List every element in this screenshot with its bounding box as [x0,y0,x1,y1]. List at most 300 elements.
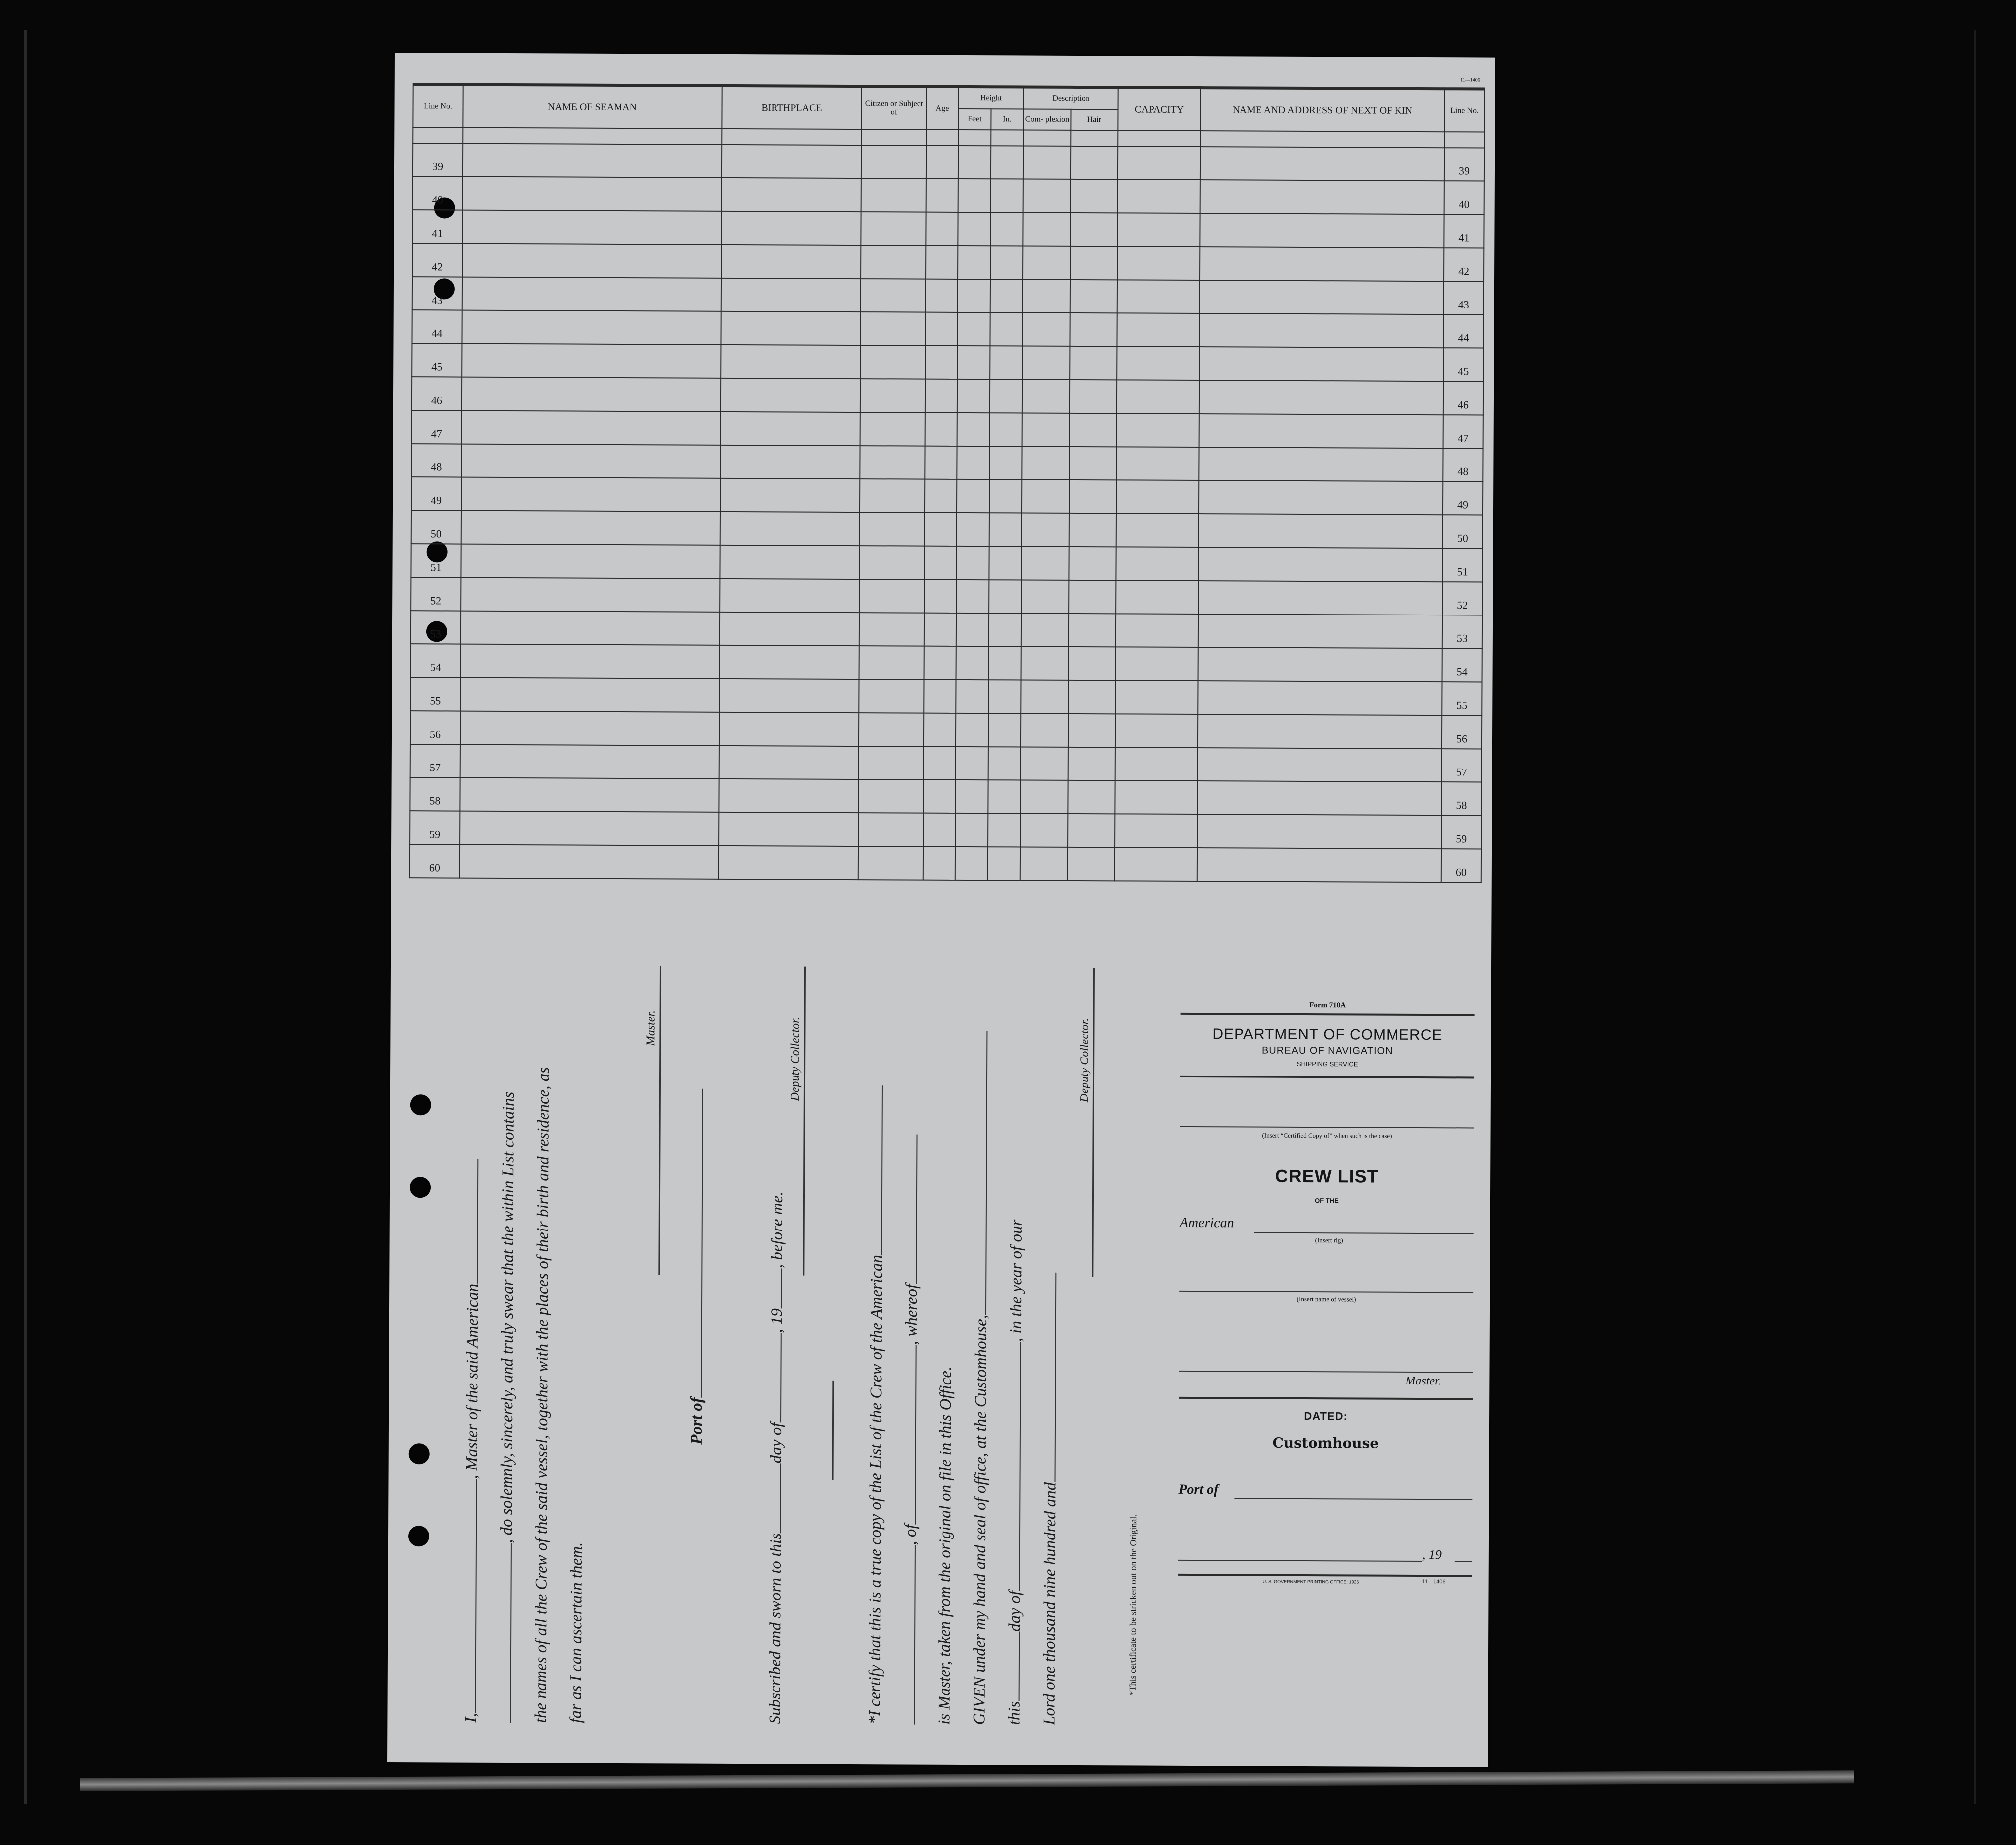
blank-sworn-month[interactable] [770,1333,782,1423]
entry-cell[interactable] [989,646,1021,680]
blank-sworn-day[interactable] [769,1463,781,1533]
entry-cell[interactable] [924,580,956,613]
header-age: Age [926,87,958,130]
shipping-service: SHIPPING SERVICE [1296,1060,1358,1068]
entry-cell[interactable] [462,344,721,378]
entry-cell[interactable] [858,779,923,813]
entry-cell[interactable] [956,613,989,646]
ledger-rows [410,127,1485,882]
film-edge-left [24,30,27,1804]
entry-cell[interactable] [926,179,958,212]
entry-cell[interactable] [1068,714,1115,747]
entry-cell[interactable] [988,680,1021,713]
entry-cell[interactable] [958,146,991,179]
entry-cell[interactable] [1069,480,1116,513]
entry-cell[interactable] [859,646,924,680]
entry-cell[interactable] [958,179,991,212]
entry-cell[interactable] [1021,613,1069,646]
entry-cell[interactable] [461,611,720,645]
entry-cell[interactable] [721,311,860,345]
entry-cell[interactable] [720,478,860,512]
entry-cell[interactable] [859,713,924,747]
entry-cell[interactable] [923,847,955,880]
port-line[interactable] [1234,1497,1472,1500]
blank-certify-port[interactable] [904,1345,917,1524]
entry-cell[interactable] [1115,780,1197,814]
entry-cell[interactable] [462,277,721,311]
blank-given-month[interactable] [1008,1342,1021,1591]
ledger-cell [1023,130,1071,146]
entry-cell[interactable] [719,679,859,713]
entry-cell[interactable] [957,312,990,346]
this-day-line: thisday of, in the year of our [1005,1219,1026,1725]
entry-cell[interactable] [925,346,957,379]
entry-cell[interactable] [1200,180,1444,214]
entry-cell[interactable] [988,847,1020,880]
entry-cell[interactable] [722,178,861,212]
entry-cell[interactable] [1021,646,1069,680]
line-number-left: 44 [412,310,462,343]
entry-cell[interactable] [988,713,1021,747]
entry-cell[interactable] [721,378,860,412]
entry-cell[interactable] [924,546,956,580]
master-label: Master. [1405,1374,1441,1388]
entry-cell[interactable] [926,279,958,312]
entry-cell[interactable] [720,645,859,679]
of-the: OF THE [1315,1197,1339,1205]
date-line[interactable] [1178,1559,1422,1562]
entry-cell[interactable] [719,746,859,779]
entry-cell[interactable] [956,680,988,713]
entry-cell[interactable] [1068,747,1115,780]
entry-cell[interactable] [988,780,1020,813]
entry-cell[interactable] [720,445,860,479]
line-number-left: 50 [411,510,461,544]
entry-cell[interactable] [1199,347,1443,381]
entry-cell[interactable] [1199,414,1443,448]
entry-cell[interactable] [1115,847,1197,881]
entry-cell[interactable] [721,245,861,279]
deputy-collector-signature-line-1[interactable] [803,967,806,1276]
line-number-left: 49 [411,477,461,510]
entry-cell[interactable] [1071,146,1118,179]
table-row [412,243,1484,281]
entry-cell[interactable] [861,145,926,179]
oath-rotated-text [407,970,1168,1726]
entry-cell[interactable] [1115,814,1197,848]
line-number-left: 48 [411,444,461,477]
entry-cell[interactable] [720,579,859,613]
year-label: , 19 [1422,1547,1442,1562]
entry-cell[interactable] [1115,747,1198,781]
entry-cell[interactable] [1070,313,1117,346]
entry-cell[interactable] [924,680,956,713]
entry-cell[interactable] [1071,179,1118,213]
entry-cell[interactable] [1023,179,1071,213]
entry-cell[interactable] [1069,580,1116,614]
entry-cell[interactable] [955,847,988,880]
entry-cell[interactable] [1200,147,1444,181]
port-of-label: Port of [1178,1481,1219,1498]
blank-given-year[interactable] [1043,1273,1056,1482]
entry-cell[interactable] [956,580,989,613]
entry-cell[interactable] [1023,280,1070,313]
crew-list-form-sheet [387,53,1495,1767]
entry-cell[interactable] [860,345,925,379]
deputy-collector-signature-line-2[interactable] [1092,968,1095,1277]
entry-cell[interactable] [1197,781,1441,815]
entry-cell[interactable] [990,413,1022,446]
entry-cell[interactable] [958,279,990,312]
entry-cell[interactable] [1115,680,1198,714]
department-title: DEPARTMENT OF COMMERCE [1212,1026,1443,1044]
entry-cell[interactable] [989,513,1022,546]
entry-cell[interactable] [460,811,719,846]
entry-cell[interactable] [1022,479,1069,513]
entry-cell[interactable] [925,379,957,413]
entry-cell[interactable] [1069,447,1116,480]
entry-cell[interactable] [462,411,721,445]
entry-cell[interactable] [1069,647,1116,680]
ledger-cell [958,130,991,146]
entry-cell[interactable] [1200,280,1444,314]
entry-cell[interactable] [1118,146,1200,180]
blank-port[interactable] [690,1088,703,1397]
entry-cell[interactable] [859,613,924,646]
blank-customhouse[interactable] [974,1031,987,1315]
entry-cell[interactable] [957,446,989,479]
entry-cell[interactable] [1197,814,1441,849]
entry-cell[interactable] [858,846,923,880]
entry-cell[interactable] [1198,614,1442,648]
entry-cell[interactable] [957,379,990,413]
entry-cell[interactable] [1116,513,1199,547]
entry-cell[interactable] [860,479,925,513]
entry-cell[interactable] [958,246,990,279]
entry-cell[interactable] [990,246,1023,279]
entry-cell[interactable] [923,780,955,813]
entry-cell[interactable] [860,446,925,479]
entry-cell[interactable] [1117,380,1199,414]
entry-cell[interactable] [1117,280,1200,313]
entry-cell[interactable] [719,812,858,846]
entry-cell[interactable] [1115,714,1198,748]
master-line[interactable] [1179,1370,1473,1373]
entry-cell[interactable] [1116,447,1199,480]
entry-cell[interactable] [462,210,721,245]
entry-cell[interactable] [990,212,1023,246]
entry-cell[interactable] [1117,413,1199,447]
blank-certify-rig[interactable] [870,1085,882,1255]
line-number-left: 60 [410,844,460,878]
entry-cell[interactable] [958,212,990,246]
year-line[interactable] [1455,1560,1472,1562]
blank-sworn-year[interactable] [770,1268,782,1308]
entry-cell[interactable] [460,778,719,812]
crew-list-title: CREW LIST [1275,1165,1379,1187]
form-code-bottom: 11—1406 [1422,1579,1446,1585]
entry-cell[interactable] [1020,847,1068,880]
insert-rig-caption: (Insert rig) [1315,1236,1343,1244]
entry-cell[interactable] [722,145,861,178]
entry-cell[interactable] [1198,581,1442,615]
entry-cell[interactable] [861,212,926,246]
entry-cell[interactable] [1021,546,1069,580]
entry-cell[interactable] [989,580,1021,613]
entry-cell[interactable] [990,312,1022,346]
deputy-collector-caption-2: Deputy Collector. [1078,1018,1091,1103]
entry-cell[interactable] [989,479,1022,513]
entry-cell[interactable] [925,446,957,479]
entry-cell[interactable] [1022,513,1069,546]
entry-cell[interactable] [956,713,988,747]
entry-cell[interactable] [859,546,924,580]
entry-cell[interactable] [990,279,1023,312]
entry-cell[interactable] [957,513,989,546]
header-description: Description [1024,87,1118,110]
entry-cell[interactable] [859,679,924,713]
entry-cell[interactable] [956,646,989,680]
entry-cell[interactable] [1198,647,1442,682]
cover-panel [1178,1001,1475,1690]
entry-cell[interactable] [861,245,926,279]
entry-cell[interactable] [1022,446,1069,479]
entry-cell[interactable] [1022,346,1070,380]
line-number-left: 42 [412,243,462,277]
table-row [410,711,1482,749]
entry-cell[interactable] [1200,247,1444,281]
header-hair: Hair [1071,109,1118,130]
entry-cell[interactable] [1020,813,1068,847]
entry-cell[interactable] [1068,780,1115,814]
entry-cell[interactable] [988,813,1020,847]
entry-cell[interactable] [1070,246,1117,280]
line-number-left: 53 [411,611,461,644]
entry-cell[interactable] [1069,614,1116,647]
entry-cell[interactable] [1022,413,1070,446]
line-number-right: 54 [1442,648,1482,682]
entry-cell[interactable] [924,713,956,747]
line-number-right: 60 [1441,849,1481,882]
entry-cell[interactable] [721,278,861,312]
entry-cell[interactable] [925,513,957,546]
table-row [412,410,1483,448]
entry-cell[interactable] [1116,647,1198,681]
entry-cell[interactable] [463,177,722,211]
entry-cell[interactable] [462,377,721,412]
entry-cell[interactable] [1198,748,1442,782]
blank-master-name[interactable] [464,1479,477,1713]
entry-cell[interactable] [463,144,722,178]
header-name-of-seaman: NAME OF SEAMAN [463,85,722,129]
entry-cell[interactable] [861,279,926,312]
entry-cell[interactable] [461,578,720,612]
ledger-cell [1071,130,1118,146]
entry-cell[interactable] [955,813,988,847]
line-number-right: 59 [1441,815,1481,849]
entry-cell[interactable] [957,413,990,446]
entry-cell[interactable] [955,780,988,813]
entry-cell[interactable] [1068,814,1115,847]
blank-vessel[interactable] [499,1543,512,1723]
entry-cell[interactable] [1117,213,1200,247]
entry-cell[interactable] [1070,346,1117,380]
entry-cell[interactable] [1117,346,1199,380]
entry-cell[interactable] [956,747,988,780]
footnote: *This certificate to be stricken out on the Original. [1127,1514,1139,1696]
entry-cell[interactable] [461,477,720,512]
ledger-cell [926,130,958,146]
oath-section [407,970,1168,1726]
entry-cell[interactable] [1199,480,1443,515]
entry-cell[interactable] [990,346,1022,379]
table-row [410,744,1482,782]
vessel-name-line[interactable] [1179,1290,1473,1293]
entry-cell[interactable] [926,146,958,179]
entry-cell[interactable] [461,544,720,579]
entry-cell[interactable] [991,146,1023,179]
line-number-left: 56 [410,711,460,744]
entry-cell[interactable] [990,379,1022,413]
entry-cell[interactable] [1117,313,1199,347]
ledger-cell [463,128,722,145]
entry-cell[interactable] [462,244,721,278]
table-row [410,811,1481,849]
entry-cell[interactable] [989,613,1021,646]
entry-cell[interactable] [858,813,923,847]
entry-cell[interactable] [721,412,860,446]
entry-cell[interactable] [924,646,956,680]
line-number-right: 56 [1442,715,1482,749]
rig-line[interactable] [1254,1231,1474,1234]
entry-cell[interactable] [1116,614,1198,647]
entry-cell[interactable] [957,346,990,379]
entry-cell[interactable] [1199,447,1443,481]
entry-cell[interactable] [1021,580,1069,613]
entry-cell[interactable] [861,178,926,212]
blank-certify-master[interactable] [905,1135,917,1284]
entry-cell[interactable] [1070,380,1117,413]
bureau-title: BUREAU OF NAVIGATION [1261,1045,1393,1057]
entry-cell[interactable] [1023,246,1070,280]
entry-cell[interactable] [460,845,719,879]
film-edge-right [1974,30,1976,1804]
table-row [411,510,1483,548]
entry-cell[interactable] [1199,514,1443,548]
entry-cell[interactable] [925,312,957,346]
entry-cell[interactable] [1197,848,1441,882]
entry-cell[interactable] [1023,213,1070,246]
entry-cell[interactable] [720,612,859,646]
entry-cell[interactable] [461,644,720,679]
entry-cell[interactable] [923,813,955,847]
entry-cell[interactable] [1022,313,1070,346]
entry-cell[interactable] [1198,681,1442,715]
entry-cell[interactable] [1023,146,1071,179]
entry-cell[interactable] [719,846,858,880]
entry-cell[interactable] [1199,313,1443,348]
entry-cell[interactable] [1020,780,1068,813]
entry-cell[interactable] [1021,713,1068,747]
entry-cell[interactable] [1068,847,1115,881]
entry-cell[interactable] [860,379,925,413]
entry-cell[interactable] [925,413,957,446]
entry-cell[interactable] [1069,547,1116,580]
table-row [412,343,1483,381]
entry-cell[interactable] [989,446,1022,479]
entry-cell[interactable] [988,747,1021,780]
entry-cell[interactable] [719,779,858,813]
entry-cell[interactable] [460,678,719,712]
blank-rig[interactable] [466,1159,478,1284]
entry-cell[interactable] [461,511,720,545]
entry-cell[interactable] [1068,680,1115,714]
entry-cell[interactable] [924,747,956,780]
line-number-right: 39 [1444,148,1484,181]
entry-cell[interactable] [989,546,1021,580]
entry-cell[interactable] [1117,246,1200,280]
entry-cell[interactable] [720,512,860,546]
entry-cell[interactable] [462,310,721,345]
entry-cell[interactable] [1070,213,1117,246]
master-signature-line[interactable] [658,966,661,1275]
table-row [412,210,1484,248]
blank-given-day[interactable] [1008,1632,1020,1701]
entry-cell[interactable] [721,211,861,245]
entry-cell[interactable] [721,345,860,379]
entry-cell[interactable] [460,745,719,779]
entry-cell[interactable] [1021,680,1068,713]
entry-cell[interactable] [1118,179,1200,213]
entry-cell[interactable] [1116,547,1198,581]
entry-cell[interactable] [1116,480,1199,514]
entry-cell[interactable] [925,479,957,513]
entry-cell[interactable] [1070,280,1117,313]
entry-cell[interactable] [1021,747,1068,780]
entry-cell[interactable] [957,479,989,513]
entry-cell[interactable] [1070,413,1117,447]
entry-cell[interactable] [1200,213,1444,248]
entry-cell[interactable] [924,613,956,646]
port-of-label: Port of [688,1088,708,1445]
certified-copy-line[interactable] [1180,1125,1474,1129]
line-number-left: 57 [410,744,460,777]
entry-cell[interactable] [1198,714,1442,749]
entry-cell[interactable] [860,412,925,446]
entry-cell[interactable] [1022,380,1070,413]
entry-cell[interactable] [860,512,925,546]
blank-certify-vessel[interactable] [903,1545,916,1724]
entry-cell[interactable] [956,546,989,580]
entry-cell[interactable] [859,579,924,613]
entry-cell[interactable] [991,179,1023,212]
entry-cell[interactable] [859,746,924,780]
entry-cell[interactable] [1116,580,1198,614]
header-complexion: Com- plexion [1023,109,1071,130]
line-number-left: 43 [412,277,462,310]
entry-cell[interactable] [1069,513,1116,547]
entry-cell[interactable] [860,312,925,346]
entry-cell[interactable] [461,444,720,478]
entry-cell[interactable] [1199,380,1443,415]
entry-cell[interactable] [926,212,958,246]
entry-cell[interactable] [1198,547,1442,582]
entry-cell[interactable] [926,246,958,279]
line-number-left: 47 [412,410,462,444]
entry-cell[interactable] [460,711,719,746]
entry-cell[interactable] [720,545,859,579]
entry-cell[interactable] [719,712,859,746]
